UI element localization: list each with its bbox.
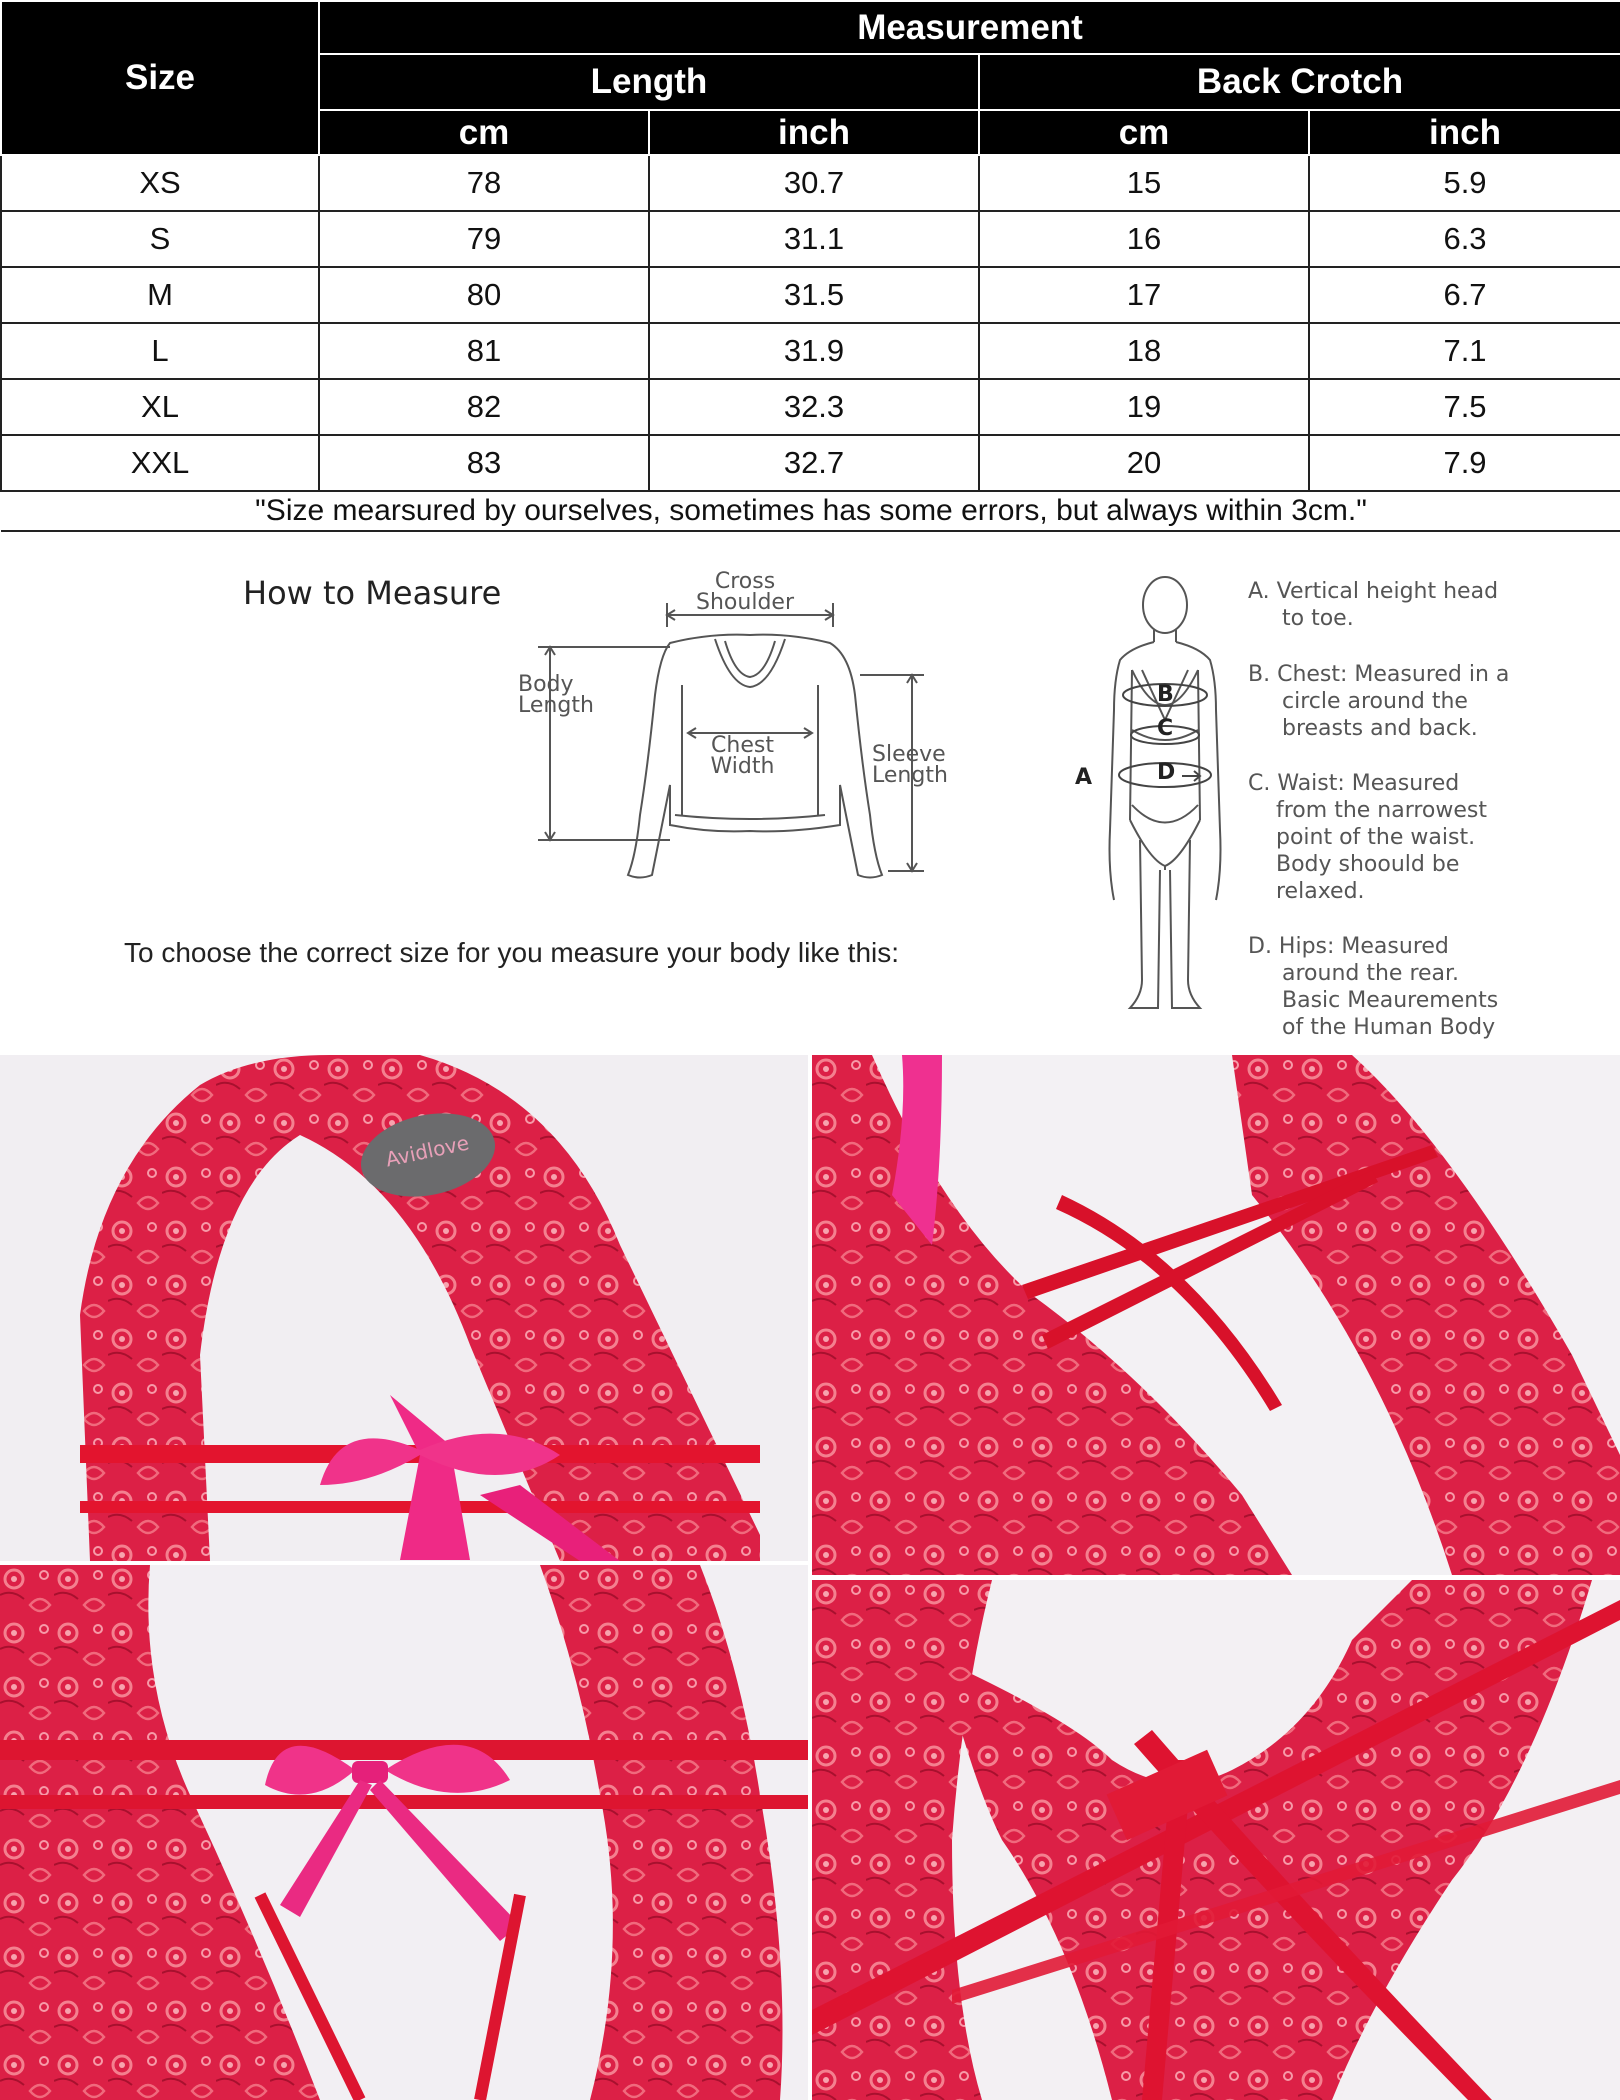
size-cell: XXL [1,435,319,491]
length-cm-cell: 82 [319,379,649,435]
table-row [1,435,1620,491]
table-row [1,379,1620,435]
product-photo-top-left [0,1055,808,1561]
marker-a: A [1075,765,1093,790]
length-cm-cell: 83 [319,435,649,491]
unit-header-cm: cm [979,110,1309,155]
note-a: A. Vertical height head to toe. [1248,579,1499,631]
length-inch-cell: 31.9 [649,323,979,379]
length-inch-cell: 32.3 [649,379,979,435]
length-inch-cell: 32.7 [649,435,979,491]
size-cell: S [1,211,319,267]
cross-shoulder-label: Cross Shoulder [696,569,794,615]
table-row [1,155,1620,211]
table-row [1,211,1620,267]
note-b: B. Chest: Measured in a circle around the breasts and back. [1248,662,1510,741]
crotch-inch-cell: 7.9 [1309,435,1620,491]
size-chart-table [0,0,1620,532]
crotch-cm-cell: 18 [979,323,1309,379]
table-row [1,323,1620,379]
length-cm-cell: 81 [319,323,649,379]
size-cell: M [1,267,319,323]
size-cell: L [1,323,319,379]
size-header: Size [1,1,319,155]
crotch-cm-cell: 20 [979,435,1309,491]
unit-header-inch: inch [649,110,979,155]
measurement-header: Measurement [319,1,1620,54]
marker-b: B [1157,682,1174,707]
crotch-cm-cell: 15 [979,155,1309,211]
chest-width-label: Chest Width [710,733,775,779]
body-figure-icon [1070,570,1250,1020]
crotch-cm-cell: 16 [979,211,1309,267]
length-inch-cell: 30.7 [649,155,979,211]
crotch-cm-cell: 17 [979,267,1309,323]
crotch-inch-cell: 7.1 [1309,323,1620,379]
measure-instruction: To choose the correct size for you measure your body like this: [124,937,900,968]
length-cm-cell: 80 [319,267,649,323]
size-cell: XS [1,155,319,211]
unit-header-cm: cm [319,110,649,155]
length-cm-cell: 79 [319,211,649,267]
marker-d: D [1157,760,1176,785]
body-length-label: Body Length [518,672,594,718]
product-photo-bottom-right [812,1580,1620,2100]
sweater-diagram-icon [510,575,980,885]
note-d: D. Hips: Measured around the rear. Basic Meaurements of the Human Body [1248,934,1499,1040]
length-header: Length [319,54,979,110]
marker-c: C [1157,716,1174,741]
unit-header-inch: inch [1309,110,1620,155]
note-c: C. Waist: Measured from the narrowest point of the waist. Body shoould be relaxed. [1248,771,1488,904]
sleeve-length-label: Sleeve Length [872,742,948,788]
brand-tag-label: Avidlove [383,1130,472,1172]
crotch-inch-cell: 7.5 [1309,379,1620,435]
product-photo-bottom-left [0,1565,808,2100]
product-photo-top-right [812,1055,1620,1575]
how-to-measure-title: How to Measure [243,574,502,612]
crotch-inch-cell: 6.3 [1309,211,1620,267]
length-cm-cell: 78 [319,155,649,211]
crotch-cm-cell: 19 [979,379,1309,435]
back-crotch-header: Back Crotch [979,54,1620,110]
length-inch-cell: 31.5 [649,267,979,323]
table-row [1,267,1620,323]
length-inch-cell: 31.1 [649,211,979,267]
size-cell: XL [1,379,319,435]
crotch-inch-cell: 5.9 [1309,155,1620,211]
crotch-inch-cell: 6.7 [1309,267,1620,323]
size-disclaimer-note: "Size mearsured by ourselves, sometimes has some errors, but always within 3cm." [1,491,1620,531]
